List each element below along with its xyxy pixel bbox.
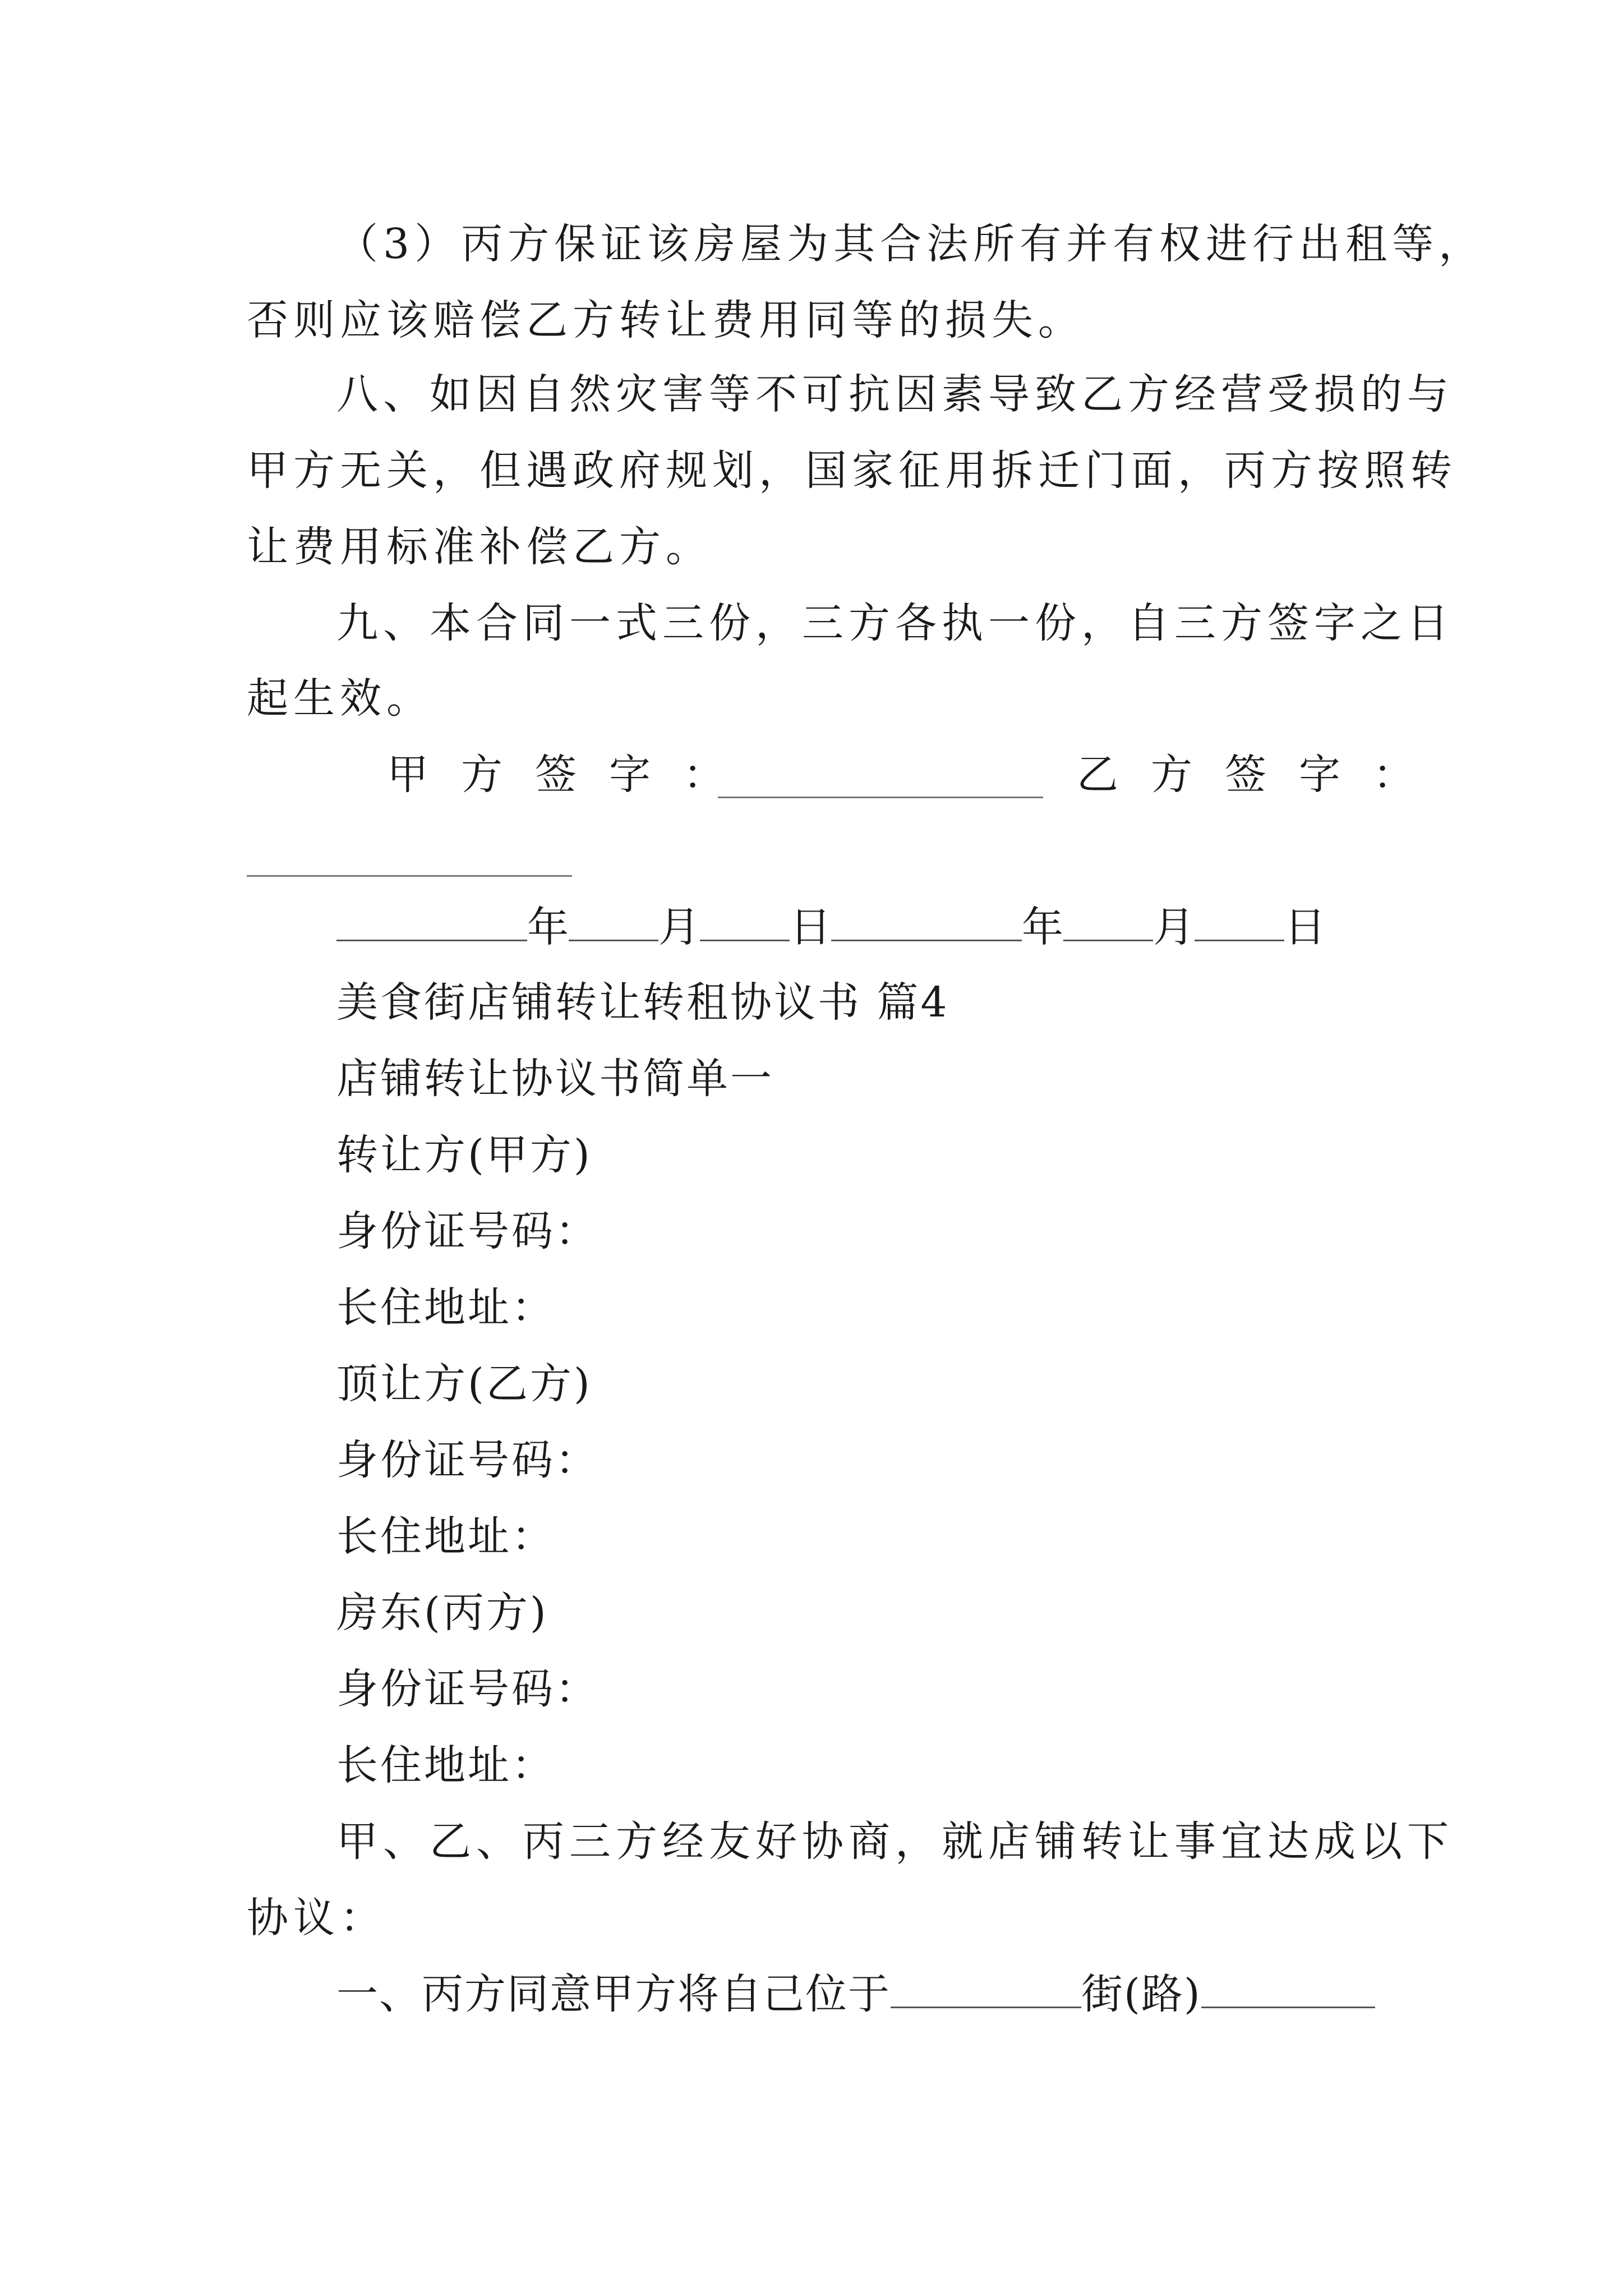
party-a-sign-label: 甲方签字： bbox=[387, 751, 757, 799]
date-day-blank-a bbox=[700, 935, 790, 941]
section-title: 美食街店铺转让转租协议书 篇4 bbox=[336, 978, 949, 1027]
date-day-label-b: 日 bbox=[1284, 903, 1326, 951]
date-row bbox=[336, 903, 1469, 951]
date-month-label-b: 月 bbox=[1153, 903, 1195, 951]
date-year-label-a: 年 bbox=[527, 903, 569, 951]
clause-9-line-1: 九、本合同一式三份，三方各执一份，自三方签字之日 bbox=[336, 599, 1454, 647]
clause-1-line bbox=[336, 1970, 1469, 2018]
clause-1-street-blank bbox=[1201, 2002, 1375, 2008]
subtitle: 店铺转让协议书简单一 bbox=[336, 1055, 774, 1103]
agreement-intro-line-1: 甲、乙、丙三方经友好协商，就店铺转让事宜达成以下 bbox=[336, 1818, 1454, 1866]
clause-3-line-1: （3）丙方保证该房屋为其合法所有并有权进行出租等， bbox=[336, 220, 1486, 268]
agreement-intro-line-2: 协议： bbox=[247, 1894, 386, 1942]
date-day-label-a: 日 bbox=[790, 903, 831, 951]
clause-1-location-blank bbox=[891, 2002, 1081, 2008]
date-month-blank-b bbox=[1063, 935, 1153, 941]
date-year-blank-b bbox=[831, 935, 1022, 941]
clause-1-street: 街(路) bbox=[1081, 1970, 1201, 2018]
date-year-label-b: 年 bbox=[1022, 903, 1063, 951]
address-label-2: 长住地址： bbox=[336, 1512, 555, 1561]
clause-1-prefix: 一、丙方同意甲方将自己位于 bbox=[336, 1970, 891, 2018]
party-b-sign-label: 乙方签字： bbox=[1077, 751, 1447, 799]
clause-3-line-2: 否则应该赔偿乙方转让费用同等的损失。 bbox=[247, 296, 1085, 344]
landlord-label: 房东(丙方) bbox=[336, 1589, 548, 1637]
date-day-blank-b bbox=[1195, 935, 1284, 941]
transferee-label: 顶让方(乙方) bbox=[336, 1360, 592, 1408]
party-a-sign-blank bbox=[718, 797, 1043, 798]
id-number-label-3: 身份证号码： bbox=[336, 1665, 599, 1713]
address-label-3: 长住地址： bbox=[336, 1741, 555, 1789]
id-number-label-1: 身份证号码： bbox=[336, 1207, 599, 1255]
clause-9-line-2: 起生效。 bbox=[247, 674, 433, 723]
clause-8-line-1: 八、如因自然灾害等不可抗因素导致乙方经营受损的与 bbox=[336, 370, 1454, 418]
address-label-1: 长住地址： bbox=[336, 1283, 555, 1332]
party-b-sign-blank bbox=[247, 875, 572, 877]
date-month-blank-a bbox=[569, 935, 658, 941]
date-year-blank-a bbox=[336, 935, 527, 941]
date-month-label-a: 月 bbox=[658, 903, 700, 951]
id-number-label-2: 身份证号码： bbox=[336, 1436, 599, 1484]
clause-8-line-3: 让费用标准补偿乙方。 bbox=[247, 523, 712, 571]
transferor-label: 转让方(甲方) bbox=[336, 1131, 592, 1179]
clause-8-line-2: 甲方无关，但遇政府规划，国家征用拆迁门面，丙方按照转 bbox=[247, 447, 1457, 495]
